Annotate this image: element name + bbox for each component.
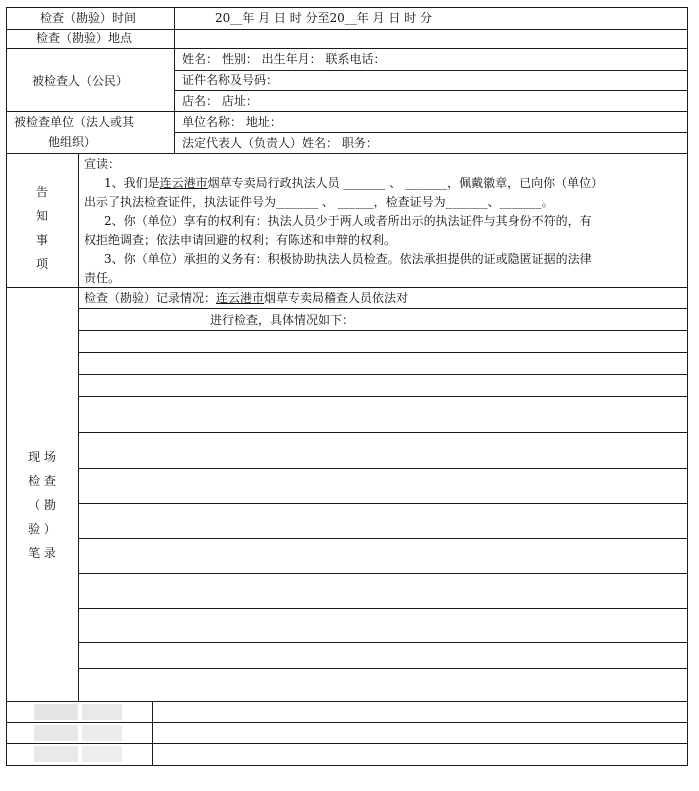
- record-label-line: 笔 录: [28, 546, 56, 560]
- record-label-line: 现 场: [28, 450, 56, 464]
- signature-field[interactable]: [154, 702, 686, 721]
- row-line: [174, 70, 688, 71]
- row-line: [6, 111, 688, 112]
- redacted-mark: [34, 704, 78, 720]
- redacted-mark: [34, 746, 78, 762]
- border-top: [6, 7, 688, 8]
- unit-name-row[interactable]: 单位名称： 地址：: [182, 115, 282, 129]
- notice-p1-pre: 1、我们是: [104, 176, 160, 190]
- record-line1: [84, 291, 408, 306]
- place-field[interactable]: [180, 31, 680, 46]
- border-bottom: [6, 765, 688, 766]
- unit-rep-row[interactable]: 法定代表人（负责人）姓名： 职务：: [182, 136, 378, 150]
- record-label-line: （ 勘: [28, 498, 56, 512]
- notice-label-char: 知: [35, 209, 48, 223]
- record-row-line: [78, 308, 688, 309]
- row-line: [6, 48, 688, 49]
- time-field[interactable]: 20__年 月 日 时 分至20__年 月 日 时 分: [215, 11, 433, 25]
- notice-p1-org: 连云港市: [159, 176, 208, 190]
- record-writing-area[interactable]: [80, 331, 686, 700]
- notice-p1-post: 烟草专卖局行政执法人员 _______ 、 _______，佩戴徽章，已向你（单位）: [207, 176, 604, 190]
- notice-p1: [104, 176, 603, 191]
- notice-label-char: 项: [35, 257, 48, 271]
- notice-label-char: 事: [35, 233, 48, 247]
- time-label: 检查（勘验）时间: [40, 11, 137, 25]
- notice-p1-line2: 出示了执法检查证件，执法证件号为_______ 、 ______，检查证号为_______、_______。: [84, 195, 554, 209]
- person-shop-row[interactable]: 店名： 店址：: [182, 94, 258, 108]
- row-line: [6, 29, 688, 30]
- unit-label-line1: 被检查单位（法人或其: [14, 115, 135, 129]
- notice-divider: [78, 153, 79, 287]
- notice-p3-line2: 责任。: [84, 271, 121, 285]
- person-label: 被检查人（公民）: [32, 74, 129, 88]
- person-name-row[interactable]: 姓名： 性别： 出生年月： 联系电话：: [182, 52, 386, 66]
- redacted-mark: [82, 746, 122, 762]
- notice-bottom-line: [6, 287, 688, 288]
- notice-label-char: 告: [35, 185, 48, 199]
- redacted-mark: [34, 725, 78, 741]
- record-label: [20, 445, 64, 565]
- record-line1-pre: 检查（勘验）记录情况：: [84, 291, 217, 305]
- person-id-row[interactable]: 证件名称及号码：: [182, 73, 279, 87]
- notice-p2-line1: 2、你（单位）享有的权利有：执法人员少于两人或者所出示的执法证件与其身份不符的，有: [104, 214, 592, 228]
- notice-intro: 宣读：: [84, 157, 121, 171]
- signature-field[interactable]: [154, 744, 686, 764]
- notice-p3-line1: 3、你（单位）承担的义务有：积极协助执法人员检查。依法承担提供的证或隐匿证据的法律: [104, 252, 592, 266]
- border-right: [687, 7, 688, 766]
- redacted-mark: [82, 725, 122, 741]
- unit-label-line2: 他组织）: [48, 135, 97, 149]
- notice-p2-line2: 权拒绝调查；依法申请回避的权利；有陈述和申辩的权利。: [84, 233, 397, 247]
- notice-label: [30, 180, 54, 276]
- record-divider: [78, 287, 79, 701]
- record-label-line: 检 查: [28, 474, 56, 488]
- record-line2: 进行检查，具体情况如下：: [210, 313, 355, 327]
- border-left: [6, 7, 7, 766]
- record-label-line: 验 ）: [28, 522, 56, 536]
- row-line: [174, 132, 688, 133]
- record-line1-org: 连云港市: [216, 291, 265, 305]
- row-line: [174, 90, 688, 91]
- signature-divider: [152, 701, 153, 765]
- row-line: [6, 153, 688, 154]
- record-line1-post: 烟草专卖局稽查人员依法对: [264, 291, 409, 305]
- place-label: 检查（勘验）地点: [36, 31, 133, 45]
- redacted-mark: [82, 704, 122, 720]
- signature-field[interactable]: [154, 723, 686, 742]
